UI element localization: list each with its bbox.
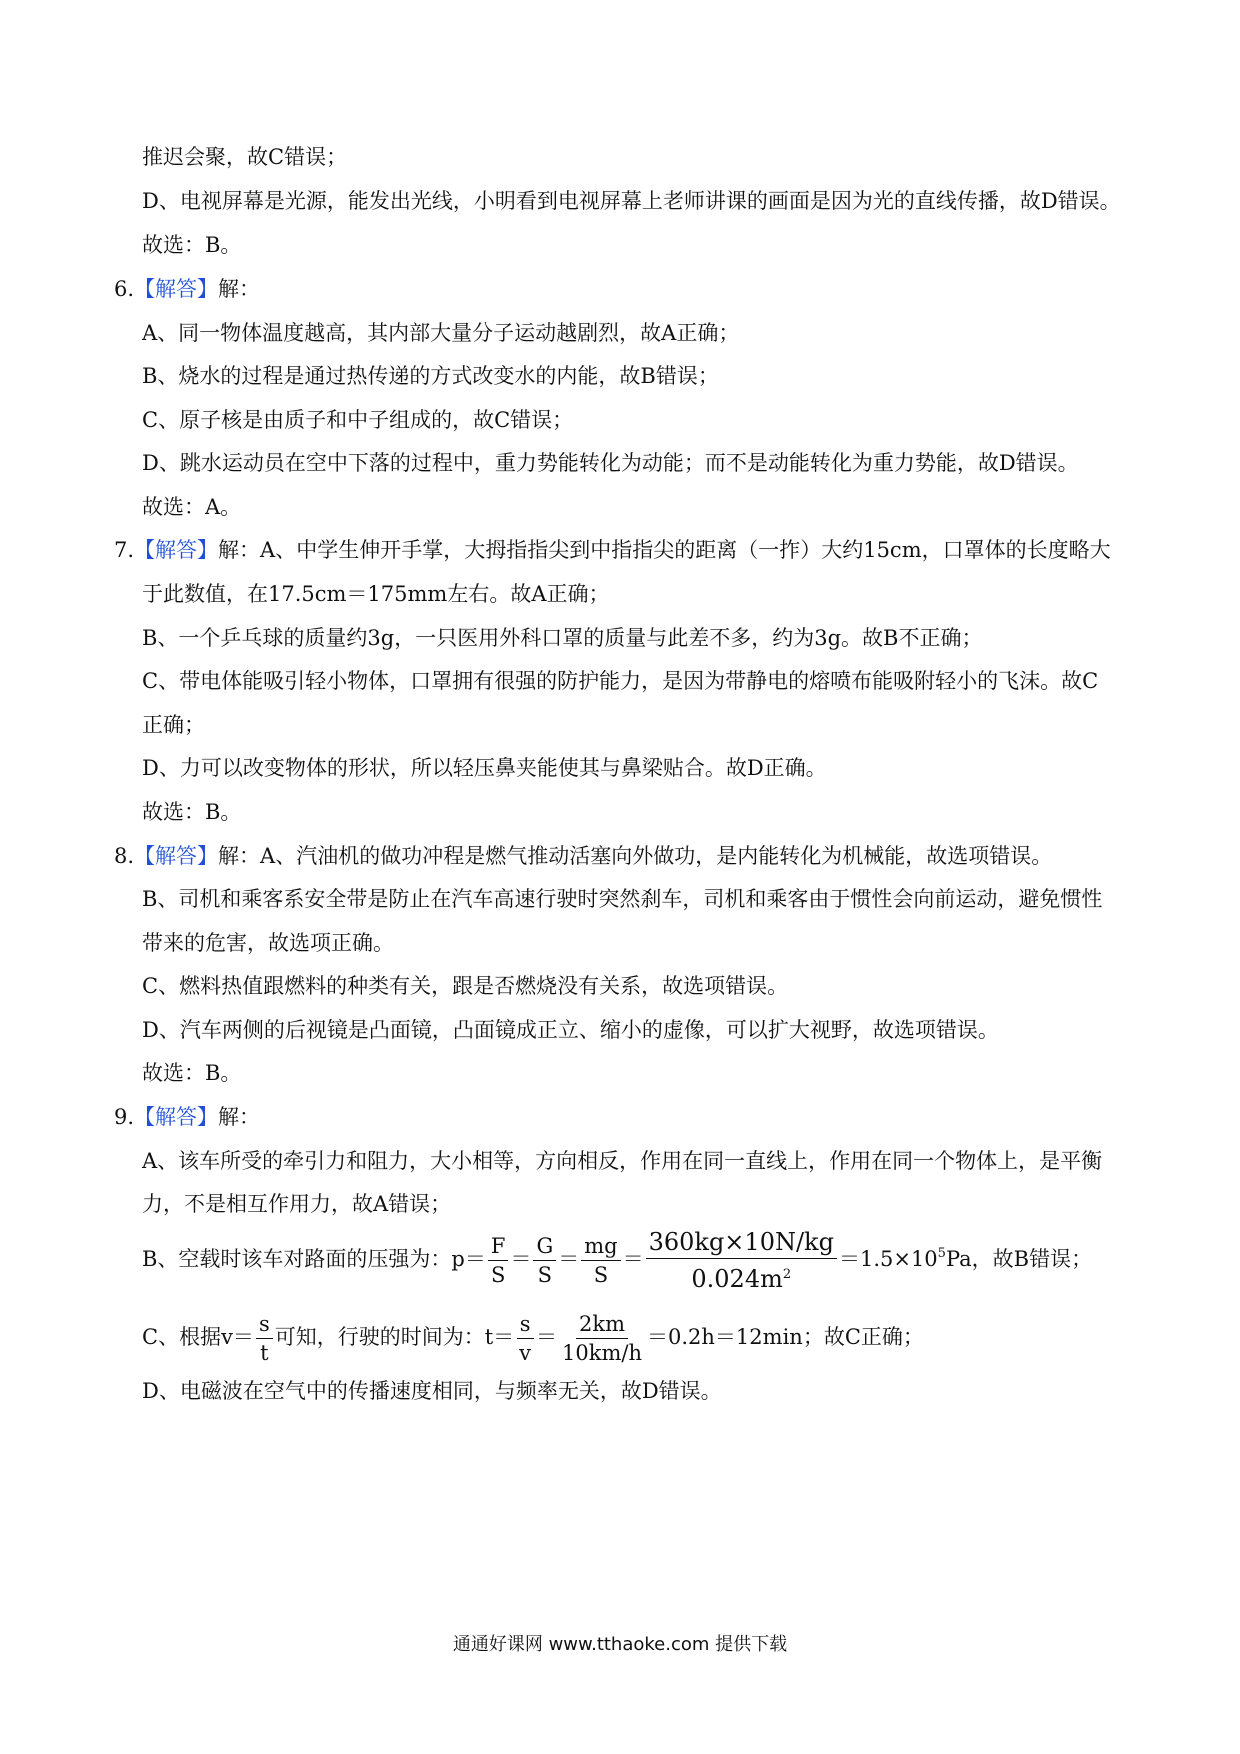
text-line: 力，不是相互作用力，故A错误； (142, 1192, 452, 1216)
page-footer: 通通好课网 www.tthaoke.com 提供下载 (452, 1634, 788, 1655)
question-number: 8. (114, 844, 135, 868)
solution-tag: 【解答】 (134, 277, 219, 301)
numerator: s (256, 1310, 273, 1339)
question-8-header (114, 842, 1052, 870)
numerator: mg (581, 1232, 620, 1261)
answer-line: 故选：A。 (142, 495, 242, 519)
denominator: S (593, 1263, 609, 1287)
denominator: t (260, 1341, 269, 1365)
text-line: 正确； (142, 713, 205, 737)
denominator-value: 0.024m (691, 1265, 783, 1293)
fraction-mg-over-s (581, 1232, 620, 1289)
text-line: 解： (218, 277, 261, 301)
denominator: v (519, 1341, 532, 1365)
formula-time (142, 1310, 924, 1367)
question-9-header (114, 1103, 260, 1131)
fraction-f-over-s (488, 1232, 509, 1289)
option-a: A、该车所受的牵引力和阻力，大小相等，方向相反，作用在同一直线上，作用在同一个物体上，是平衡 (142, 1149, 1103, 1173)
fraction-distance-over-speed (559, 1310, 645, 1367)
formula-text: 可知，行驶的时间为：t＝ (274, 1325, 515, 1349)
numerator: 2km (576, 1310, 628, 1339)
option-c: C、燃料热值跟燃料的种类有关，跟是否燃烧没有关系，故选项错误。 (142, 974, 789, 998)
text-line: 解：A、汽油机的做功冲程是燃气推动活塞向外做功，是内能转化为机械能，故选项错误。 (218, 844, 1053, 868)
denominator: S (537, 1263, 553, 1287)
denominator (688, 1259, 794, 1295)
text-line: 解： (218, 1105, 261, 1129)
fraction-values (646, 1226, 837, 1295)
question-number: 7. (114, 538, 135, 562)
question-7-header (114, 536, 1111, 564)
answer-line: 故选：B。 (142, 1061, 242, 1085)
fraction-s-over-t (256, 1310, 273, 1367)
numerator: s (517, 1310, 534, 1339)
question-number: 9. (114, 1105, 135, 1129)
option-d: D、力可以改变物体的形状，所以轻压鼻夹能使其与鼻梁贴合。故D正确。 (142, 756, 827, 780)
option-c: C、带电体能吸引轻小物体，口罩拥有很强的防护能力，是因为带静电的熔喷布能吸附轻小的飞沫。故C (142, 669, 1099, 693)
fraction-s-over-v (516, 1310, 534, 1367)
formula-text: B、空载时该车对路面的压强为：p＝ (142, 1247, 486, 1271)
option-b: B、烧水的过程是通过热传递的方式改变水的内能，故B错误； (142, 364, 719, 388)
numerator: F (488, 1232, 509, 1261)
option-b: B、司机和乘客系安全带是防止在汽车高速行驶时突然刹车，司机和乘客由于惯性会向前运动，避免惯性 (142, 887, 1103, 911)
option-c: C、原子核是由质子和中子组成的，故C错误； (142, 408, 574, 432)
text-line: 带来的危害，故选项正确。 (142, 931, 394, 955)
numerator: G (533, 1232, 556, 1261)
denominator: 10km/h (562, 1341, 643, 1365)
equals-sign: ＝ (622, 1247, 644, 1271)
option-b: B、一个乒乓球的质量约3g，一只医用外科口罩的质量与此差不多，约为3g。故B不正确； (142, 626, 983, 650)
power-exponent: 5 (937, 1246, 946, 1261)
solution-tag: 【解答】 (134, 538, 219, 562)
square-exponent: 2 (782, 1267, 792, 1282)
numerator: 360kg×10N/kg (646, 1226, 837, 1259)
fraction-g-over-s (533, 1232, 556, 1289)
question-number: 6. (114, 277, 135, 301)
option-d: D、跳水运动员在空中下落的过程中，重力势能转化为动能；而不是动能转化为重力势能，故D错误。 (142, 451, 1079, 475)
formula-text: C、根据v＝ (142, 1325, 254, 1349)
answer-line: 故选：B。 (142, 233, 242, 257)
equals-sign: ＝ (510, 1247, 532, 1271)
denominator: S (490, 1263, 506, 1287)
text-line: D、电视屏幕是光源，能发出光线，小明看到电视屏幕上老师讲课的画面是因为光的直线传播，故D错误。 (142, 189, 1121, 213)
option-d: D、电磁波在空气中的传播速度相同，与频率无关，故D错误。 (142, 1379, 722, 1403)
solution-tag: 【解答】 (134, 1105, 219, 1129)
option-d: D、汽车两侧的后视镜是凸面镜，凸面镜成正立、缩小的虚像，可以扩大视野，故选项错误。 (142, 1018, 999, 1042)
equals-sign: ＝ (558, 1247, 580, 1271)
formula-text: ＝0.2h＝12min；故C正确； (647, 1325, 924, 1349)
option-a: A、同一物体温度越高，其内部大量分子运动越剧烈，故A正确； (142, 321, 740, 345)
text-line: 推迟会聚，故C错误； (142, 145, 348, 169)
formula-text: Pa，故B错误； (945, 1247, 1093, 1271)
question-6-header (114, 275, 260, 303)
text-line: 于此数值，在17.5cm＝175mm左右。故A正确； (142, 582, 610, 606)
solution-tag: 【解答】 (134, 844, 219, 868)
formula-text: ＝1.5×10 (838, 1247, 938, 1271)
answer-line: 故选：B。 (142, 800, 242, 824)
text-line: 解：A、中学生伸开手掌，大拇指指尖到中指指尖的距离（一拃）大约15cm，口罩体的长度略大 (218, 538, 1111, 562)
formula-pressure (142, 1226, 1092, 1295)
equals-sign: ＝ (536, 1325, 558, 1349)
